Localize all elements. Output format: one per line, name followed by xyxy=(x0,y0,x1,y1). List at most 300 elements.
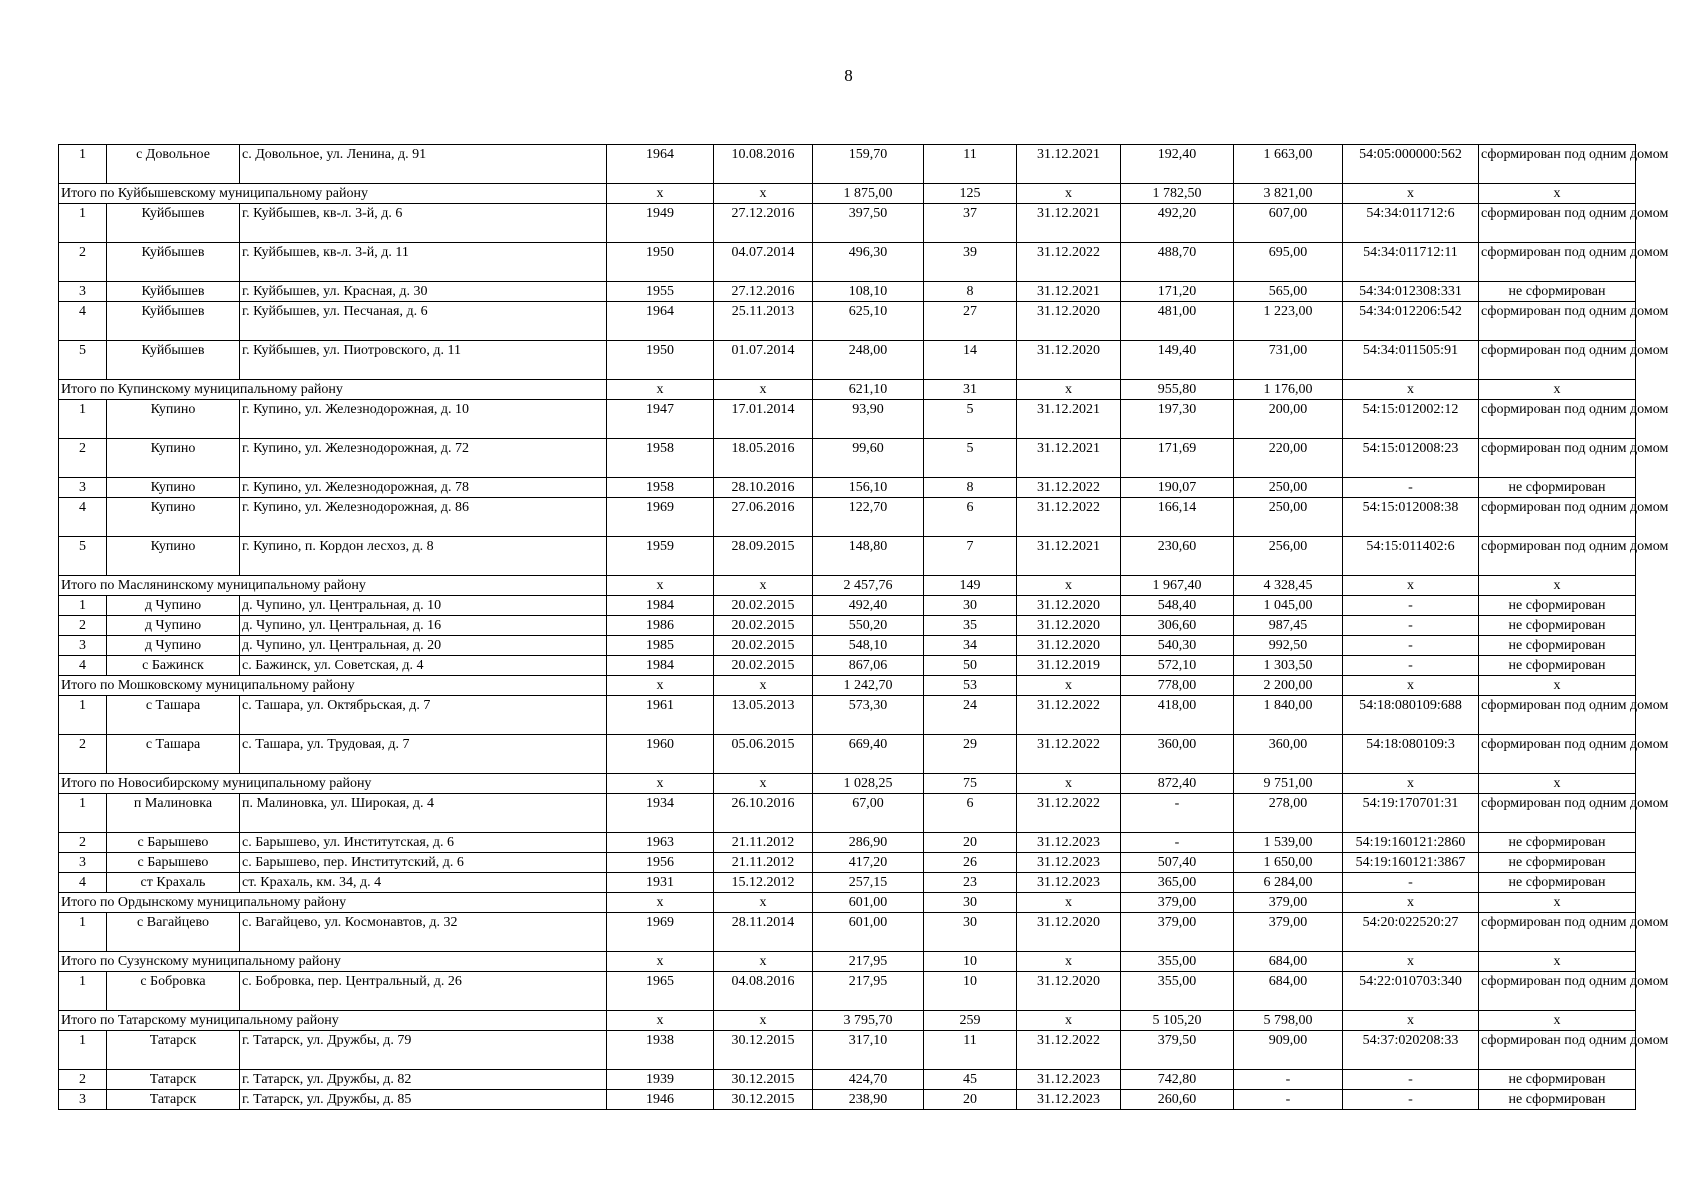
table-row xyxy=(59,478,1636,498)
cadastre-number-cell: 54:19:170701:31 xyxy=(1343,794,1479,833)
cadastre-number-cell: х xyxy=(1343,893,1479,913)
residents-cell: 20 xyxy=(924,833,1017,853)
land-area-cell: 3 821,00 xyxy=(1234,184,1343,204)
settlement-cell: Купино xyxy=(107,400,240,439)
area-second-cell: 192,40 xyxy=(1121,145,1234,184)
deadline-cell: 31.12.2021 xyxy=(1017,400,1121,439)
residents-cell: 10 xyxy=(924,972,1017,1011)
address-cell: ст. Крахаль, км. 34, д. 4 xyxy=(240,873,607,893)
settlement-cell: ст Крахаль xyxy=(107,873,240,893)
deadline-cell: 31.12.2023 xyxy=(1017,833,1121,853)
date-cell: 25.11.2013 xyxy=(714,302,813,341)
area-cell: 317,10 xyxy=(813,1031,924,1070)
table-row xyxy=(59,596,1636,616)
area-cell: 148,80 xyxy=(813,537,924,576)
row-number: 4 xyxy=(59,302,107,341)
area-second-cell: 742,80 xyxy=(1121,1070,1234,1090)
cadastre-number-cell: 54:34:011712:6 xyxy=(1343,204,1479,243)
year-cell: 1946 xyxy=(607,1090,714,1110)
table-row xyxy=(59,636,1636,656)
residents-cell: 24 xyxy=(924,696,1017,735)
table-row xyxy=(59,1070,1636,1090)
residents-cell: 125 xyxy=(924,184,1017,204)
cadastre-number-cell: х xyxy=(1343,952,1479,972)
land-status-cell: х xyxy=(1479,676,1636,696)
address-cell: п. Малиновка, ул. Широкая, д. 4 xyxy=(240,794,607,833)
area-second-cell: 260,60 xyxy=(1121,1090,1234,1110)
area-cell: 122,70 xyxy=(813,498,924,537)
land-area-cell: 2 200,00 xyxy=(1234,676,1343,696)
cadastre-number-cell: - xyxy=(1343,616,1479,636)
land-area-cell: 1 303,50 xyxy=(1234,656,1343,676)
settlement-cell: д Чупино xyxy=(107,596,240,616)
settlement-cell: с Ташара xyxy=(107,696,240,735)
residents-cell: 26 xyxy=(924,853,1017,873)
land-status-cell: сформирован под одним домом xyxy=(1479,400,1636,439)
land-area-cell: 1 045,00 xyxy=(1234,596,1343,616)
table-row xyxy=(59,794,1636,833)
land-status-cell: не сформирован xyxy=(1479,616,1636,636)
row-number: 1 xyxy=(59,696,107,735)
land-status-cell: сформирован под одним домом xyxy=(1479,341,1636,380)
residents-cell: 30 xyxy=(924,913,1017,952)
area-cell: 2 457,76 xyxy=(813,576,924,596)
residents-cell: 75 xyxy=(924,774,1017,794)
land-area-cell: - xyxy=(1234,1090,1343,1110)
area-second-cell: 197,30 xyxy=(1121,400,1234,439)
row-number: 5 xyxy=(59,537,107,576)
date-cell: х xyxy=(714,1011,813,1031)
residents-cell: 11 xyxy=(924,1031,1017,1070)
table-row xyxy=(59,873,1636,893)
year-cell: 1969 xyxy=(607,913,714,952)
residents-cell: 39 xyxy=(924,243,1017,282)
land-status-cell: не сформирован xyxy=(1479,873,1636,893)
settlement-cell: с Бобровка xyxy=(107,972,240,1011)
deadline-cell: 31.12.2023 xyxy=(1017,853,1121,873)
address-cell: г. Куйбышев, кв-л. 3-й, д. 11 xyxy=(240,243,607,282)
deadline-cell: х xyxy=(1017,1011,1121,1031)
area-cell: 424,70 xyxy=(813,1070,924,1090)
area-second-cell: - xyxy=(1121,833,1234,853)
residents-cell: 50 xyxy=(924,656,1017,676)
deadline-cell: 31.12.2020 xyxy=(1017,616,1121,636)
area-cell: 548,10 xyxy=(813,636,924,656)
area-cell: 397,50 xyxy=(813,204,924,243)
land-status-cell: не сформирован xyxy=(1479,656,1636,676)
row-number: 3 xyxy=(59,636,107,656)
residents-cell: 31 xyxy=(924,380,1017,400)
area-second-cell: 5 105,20 xyxy=(1121,1011,1234,1031)
deadline-cell: 31.12.2021 xyxy=(1017,282,1121,302)
year-cell: 1947 xyxy=(607,400,714,439)
deadline-cell: 31.12.2022 xyxy=(1017,243,1121,282)
land-area-cell: 992,50 xyxy=(1234,636,1343,656)
date-cell: 18.05.2016 xyxy=(714,439,813,478)
year-cell: 1963 xyxy=(607,833,714,853)
address-cell: г. Купино, п. Кордон лесхоз, д. 8 xyxy=(240,537,607,576)
cadastre-number-cell: - xyxy=(1343,596,1479,616)
year-cell: 1964 xyxy=(607,302,714,341)
year-cell: 1965 xyxy=(607,972,714,1011)
row-number: 2 xyxy=(59,243,107,282)
deadline-cell: х xyxy=(1017,380,1121,400)
table-row xyxy=(59,853,1636,873)
area-second-cell: 572,10 xyxy=(1121,656,1234,676)
date-cell: 27.12.2016 xyxy=(714,204,813,243)
year-cell: х xyxy=(607,184,714,204)
land-status-cell: не сформирован xyxy=(1479,1070,1636,1090)
date-cell: 15.12.2012 xyxy=(714,873,813,893)
land-status-cell: сформирован под одним домом xyxy=(1479,302,1636,341)
settlement-cell: Татарск xyxy=(107,1090,240,1110)
date-cell: х xyxy=(714,774,813,794)
land-area-cell: 379,00 xyxy=(1234,913,1343,952)
land-area-cell: 360,00 xyxy=(1234,735,1343,774)
row-number: 1 xyxy=(59,204,107,243)
year-cell: 1959 xyxy=(607,537,714,576)
land-status-cell: не сформирован xyxy=(1479,636,1636,656)
address-cell: г. Куйбышев, ул. Песчаная, д. 6 xyxy=(240,302,607,341)
cadastre-number-cell: 54:20:022520:27 xyxy=(1343,913,1479,952)
district-total-label: Итого по Мошковскому муниципальному району xyxy=(59,676,607,696)
cadastre-number-cell: 54:34:012206:542 xyxy=(1343,302,1479,341)
year-cell: 1985 xyxy=(607,636,714,656)
settlement-cell: с Ташара xyxy=(107,735,240,774)
land-area-cell: 731,00 xyxy=(1234,341,1343,380)
land-area-cell: 250,00 xyxy=(1234,498,1343,537)
table-row xyxy=(59,302,1636,341)
address-cell: с. Довольное, ул. Ленина, д. 91 xyxy=(240,145,607,184)
year-cell: 1961 xyxy=(607,696,714,735)
date-cell: х xyxy=(714,893,813,913)
area-second-cell: 548,40 xyxy=(1121,596,1234,616)
district-total-row xyxy=(59,576,1636,596)
cadastre-number-cell: - xyxy=(1343,656,1479,676)
area-second-cell: 1 782,50 xyxy=(1121,184,1234,204)
table-row xyxy=(59,498,1636,537)
land-area-cell: 607,00 xyxy=(1234,204,1343,243)
area-second-cell: 488,70 xyxy=(1121,243,1234,282)
cadastre-number-cell: 54:34:011505:91 xyxy=(1343,341,1479,380)
address-cell: с. Барышево, пер. Институтский, д. 6 xyxy=(240,853,607,873)
land-status-cell: не сформирован xyxy=(1479,1090,1636,1110)
area-second-cell: 360,00 xyxy=(1121,735,1234,774)
table-row xyxy=(59,282,1636,302)
table-row xyxy=(59,833,1636,853)
cadastre-number-cell: - xyxy=(1343,1070,1479,1090)
settlement-cell: с Барышево xyxy=(107,833,240,853)
table-row xyxy=(59,913,1636,952)
date-cell: 26.10.2016 xyxy=(714,794,813,833)
residents-cell: 6 xyxy=(924,498,1017,537)
land-area-cell: 695,00 xyxy=(1234,243,1343,282)
settlement-cell: п Малиновка xyxy=(107,794,240,833)
area-cell: 867,06 xyxy=(813,656,924,676)
area-cell: 492,40 xyxy=(813,596,924,616)
table-row xyxy=(59,972,1636,1011)
cadastre-number-cell: х xyxy=(1343,774,1479,794)
deadline-cell: 31.12.2020 xyxy=(1017,341,1121,380)
date-cell: 28.10.2016 xyxy=(714,478,813,498)
year-cell: 1950 xyxy=(607,341,714,380)
deadline-cell: 31.12.2020 xyxy=(1017,636,1121,656)
area-second-cell: 365,00 xyxy=(1121,873,1234,893)
land-status-cell: сформирован под одним домом xyxy=(1479,696,1636,735)
year-cell: х xyxy=(607,676,714,696)
row-number: 2 xyxy=(59,735,107,774)
residents-cell: 7 xyxy=(924,537,1017,576)
page-number: 8 xyxy=(844,66,853,85)
residents-cell: 11 xyxy=(924,145,1017,184)
land-area-cell: 278,00 xyxy=(1234,794,1343,833)
land-area-cell: 4 328,45 xyxy=(1234,576,1343,596)
table-row xyxy=(59,656,1636,676)
land-area-cell: 1 539,00 xyxy=(1234,833,1343,853)
area-second-cell: 1 967,40 xyxy=(1121,576,1234,596)
date-cell: 17.01.2014 xyxy=(714,400,813,439)
residents-cell: 14 xyxy=(924,341,1017,380)
deadline-cell: 31.12.2020 xyxy=(1017,972,1121,1011)
area-cell: 1 242,70 xyxy=(813,676,924,696)
year-cell: 1950 xyxy=(607,243,714,282)
table-row xyxy=(59,341,1636,380)
address-cell: г. Купино, ул. Железнодорожная, д. 86 xyxy=(240,498,607,537)
land-status-cell: сформирован под одним домом xyxy=(1479,735,1636,774)
area-second-cell: 507,40 xyxy=(1121,853,1234,873)
row-number: 4 xyxy=(59,873,107,893)
year-cell: 1956 xyxy=(607,853,714,873)
district-total-label: Итого по Татарскому муниципальному району xyxy=(59,1011,607,1031)
date-cell: 27.12.2016 xyxy=(714,282,813,302)
residents-cell: 27 xyxy=(924,302,1017,341)
address-cell: с. Бажинск, ул. Советская, д. 4 xyxy=(240,656,607,676)
table-row xyxy=(59,204,1636,243)
district-total-label: Итого по Куйбышевскому муниципальному району xyxy=(59,184,607,204)
year-cell: 1934 xyxy=(607,794,714,833)
district-total-label: Итого по Ордынскому муниципальному району xyxy=(59,893,607,913)
area-second-cell: 355,00 xyxy=(1121,972,1234,1011)
district-total-row xyxy=(59,774,1636,794)
table-row xyxy=(59,439,1636,478)
district-total-row xyxy=(59,1011,1636,1031)
date-cell: 30.12.2015 xyxy=(714,1090,813,1110)
land-area-cell: 1 650,00 xyxy=(1234,853,1343,873)
land-status-cell: не сформирован xyxy=(1479,853,1636,873)
date-cell: х xyxy=(714,184,813,204)
area-cell: 601,00 xyxy=(813,913,924,952)
land-area-cell: 5 798,00 xyxy=(1234,1011,1343,1031)
housing-register-table xyxy=(58,144,1669,1110)
settlement-cell: Купино xyxy=(107,439,240,478)
table-row xyxy=(59,243,1636,282)
settlement-cell: Куйбышев xyxy=(107,341,240,380)
year-cell: 1984 xyxy=(607,596,714,616)
settlement-cell: Купино xyxy=(107,478,240,498)
land-status-cell: сформирован под одним домом xyxy=(1479,972,1636,1011)
deadline-cell: 31.12.2022 xyxy=(1017,498,1121,537)
district-total-row xyxy=(59,676,1636,696)
cadastre-number-cell: 54:18:080109:3 xyxy=(1343,735,1479,774)
deadline-cell: 31.12.2023 xyxy=(1017,873,1121,893)
settlement-cell: Куйбышев xyxy=(107,282,240,302)
residents-cell: 10 xyxy=(924,952,1017,972)
settlement-cell: Татарск xyxy=(107,1031,240,1070)
address-cell: с. Ташара, ул. Октябрьская, д. 7 xyxy=(240,696,607,735)
row-number: 1 xyxy=(59,972,107,1011)
settlement-cell: Куйбышев xyxy=(107,302,240,341)
deadline-cell: 31.12.2021 xyxy=(1017,145,1121,184)
row-number: 2 xyxy=(59,833,107,853)
area-second-cell: 230,60 xyxy=(1121,537,1234,576)
district-total-label: Итого по Купинскому муниципальному району xyxy=(59,380,607,400)
area-second-cell: 149,40 xyxy=(1121,341,1234,380)
year-cell: х xyxy=(607,893,714,913)
area-cell: 156,10 xyxy=(813,478,924,498)
residents-cell: 35 xyxy=(924,616,1017,636)
cadastre-number-cell: х xyxy=(1343,380,1479,400)
row-number: 3 xyxy=(59,853,107,873)
row-number: 5 xyxy=(59,341,107,380)
cadastre-number-cell: 54:34:011712:11 xyxy=(1343,243,1479,282)
date-cell: 30.12.2015 xyxy=(714,1031,813,1070)
table-row xyxy=(59,1090,1636,1110)
settlement-cell: с Довольное xyxy=(107,145,240,184)
cadastre-number-cell: х xyxy=(1343,184,1479,204)
cadastre-number-cell: 54:19:160121:2860 xyxy=(1343,833,1479,853)
land-area-cell: 379,00 xyxy=(1234,893,1343,913)
address-cell: г. Купино, ул. Железнодорожная, д. 78 xyxy=(240,478,607,498)
row-number: 3 xyxy=(59,1090,107,1110)
land-status-cell: не сформирован xyxy=(1479,596,1636,616)
land-area-cell: 250,00 xyxy=(1234,478,1343,498)
district-total-row xyxy=(59,893,1636,913)
residents-cell: 259 xyxy=(924,1011,1017,1031)
district-total-row xyxy=(59,184,1636,204)
land-status-cell: х xyxy=(1479,1011,1636,1031)
cadastre-number-cell: 54:15:011402:6 xyxy=(1343,537,1479,576)
district-total-label: Итого по Сузунскому муниципальному району xyxy=(59,952,607,972)
area-second-cell: 955,80 xyxy=(1121,380,1234,400)
year-cell: 1949 xyxy=(607,204,714,243)
address-cell: д. Чупино, ул. Центральная, д. 16 xyxy=(240,616,607,636)
deadline-cell: х xyxy=(1017,893,1121,913)
residents-cell: 45 xyxy=(924,1070,1017,1090)
settlement-cell: с Бажинск xyxy=(107,656,240,676)
cadastre-number-cell: 54:05:000000:562 xyxy=(1343,145,1479,184)
table-row xyxy=(59,537,1636,576)
land-status-cell: не сформирован xyxy=(1479,282,1636,302)
table-row xyxy=(59,145,1636,184)
land-status-cell: сформирован под одним домом xyxy=(1479,537,1636,576)
land-status-cell: не сформирован xyxy=(1479,478,1636,498)
settlement-cell: с Вагайцево xyxy=(107,913,240,952)
residents-cell: 30 xyxy=(924,893,1017,913)
area-second-cell: 418,00 xyxy=(1121,696,1234,735)
area-cell: 417,20 xyxy=(813,853,924,873)
cadastre-number-cell: - xyxy=(1343,636,1479,656)
cadastre-number-cell: 54:37:020208:33 xyxy=(1343,1031,1479,1070)
table-row xyxy=(59,400,1636,439)
deadline-cell: 31.12.2020 xyxy=(1017,913,1121,952)
date-cell: 01.07.2014 xyxy=(714,341,813,380)
deadline-cell: х xyxy=(1017,952,1121,972)
deadline-cell: 31.12.2021 xyxy=(1017,204,1121,243)
address-cell: г. Куйбышев, ул. Красная, д. 30 xyxy=(240,282,607,302)
area-second-cell: 355,00 xyxy=(1121,952,1234,972)
settlement-cell: Купино xyxy=(107,537,240,576)
row-number: 3 xyxy=(59,282,107,302)
row-number: 1 xyxy=(59,596,107,616)
deadline-cell: 31.12.2022 xyxy=(1017,1031,1121,1070)
area-second-cell: 306,60 xyxy=(1121,616,1234,636)
year-cell: 1958 xyxy=(607,478,714,498)
area-second-cell: 481,00 xyxy=(1121,302,1234,341)
area-cell: 217,95 xyxy=(813,972,924,1011)
settlement-cell: д Чупино xyxy=(107,636,240,656)
district-total-label: Итого по Новосибирскому муниципальному району xyxy=(59,774,607,794)
row-number: 3 xyxy=(59,478,107,498)
cadastre-number-cell: 54:15:012002:12 xyxy=(1343,400,1479,439)
area-cell: 1 028,25 xyxy=(813,774,924,794)
table-row xyxy=(59,696,1636,735)
year-cell: 1931 xyxy=(607,873,714,893)
address-cell: с. Бобровка, пер. Центральный, д. 26 xyxy=(240,972,607,1011)
deadline-cell: х xyxy=(1017,774,1121,794)
address-cell: г. Татарск, ул. Дружбы, д. 79 xyxy=(240,1031,607,1070)
land-area-cell: 684,00 xyxy=(1234,972,1343,1011)
year-cell: х xyxy=(607,1011,714,1031)
cadastre-number-cell: 54:15:012008:23 xyxy=(1343,439,1479,478)
land-status-cell: сформирован под одним домом xyxy=(1479,1031,1636,1070)
area-cell: 550,20 xyxy=(813,616,924,636)
date-cell: 21.11.2012 xyxy=(714,833,813,853)
land-area-cell: 684,00 xyxy=(1234,952,1343,972)
table-row xyxy=(59,1031,1636,1070)
land-area-cell: 1 176,00 xyxy=(1234,380,1343,400)
cadastre-number-cell: х xyxy=(1343,676,1479,696)
area-cell: 108,10 xyxy=(813,282,924,302)
deadline-cell: х xyxy=(1017,576,1121,596)
area-cell: 248,00 xyxy=(813,341,924,380)
deadline-cell: 31.12.2022 xyxy=(1017,478,1121,498)
cadastre-number-cell: х xyxy=(1343,1011,1479,1031)
date-cell: 20.02.2015 xyxy=(714,596,813,616)
cadastre-number-cell: - xyxy=(1343,478,1479,498)
date-cell: х xyxy=(714,952,813,972)
area-second-cell: 379,00 xyxy=(1121,893,1234,913)
year-cell: 1986 xyxy=(607,616,714,636)
deadline-cell: 31.12.2019 xyxy=(1017,656,1121,676)
land-status-cell: х xyxy=(1479,184,1636,204)
row-number: 1 xyxy=(59,145,107,184)
land-area-cell: 909,00 xyxy=(1234,1031,1343,1070)
residents-cell: 20 xyxy=(924,1090,1017,1110)
cadastre-number-cell: 54:19:160121:3867 xyxy=(1343,853,1479,873)
area-cell: 625,10 xyxy=(813,302,924,341)
deadline-cell: 31.12.2022 xyxy=(1017,735,1121,774)
area-cell: 93,90 xyxy=(813,400,924,439)
area-second-cell: 872,40 xyxy=(1121,774,1234,794)
date-cell: 20.02.2015 xyxy=(714,616,813,636)
land-area-cell: 1 663,00 xyxy=(1234,145,1343,184)
area-cell: 621,10 xyxy=(813,380,924,400)
land-status-cell: х xyxy=(1479,774,1636,794)
district-total-row xyxy=(59,380,1636,400)
residents-cell: 6 xyxy=(924,794,1017,833)
land-area-cell: 220,00 xyxy=(1234,439,1343,478)
year-cell: 1960 xyxy=(607,735,714,774)
